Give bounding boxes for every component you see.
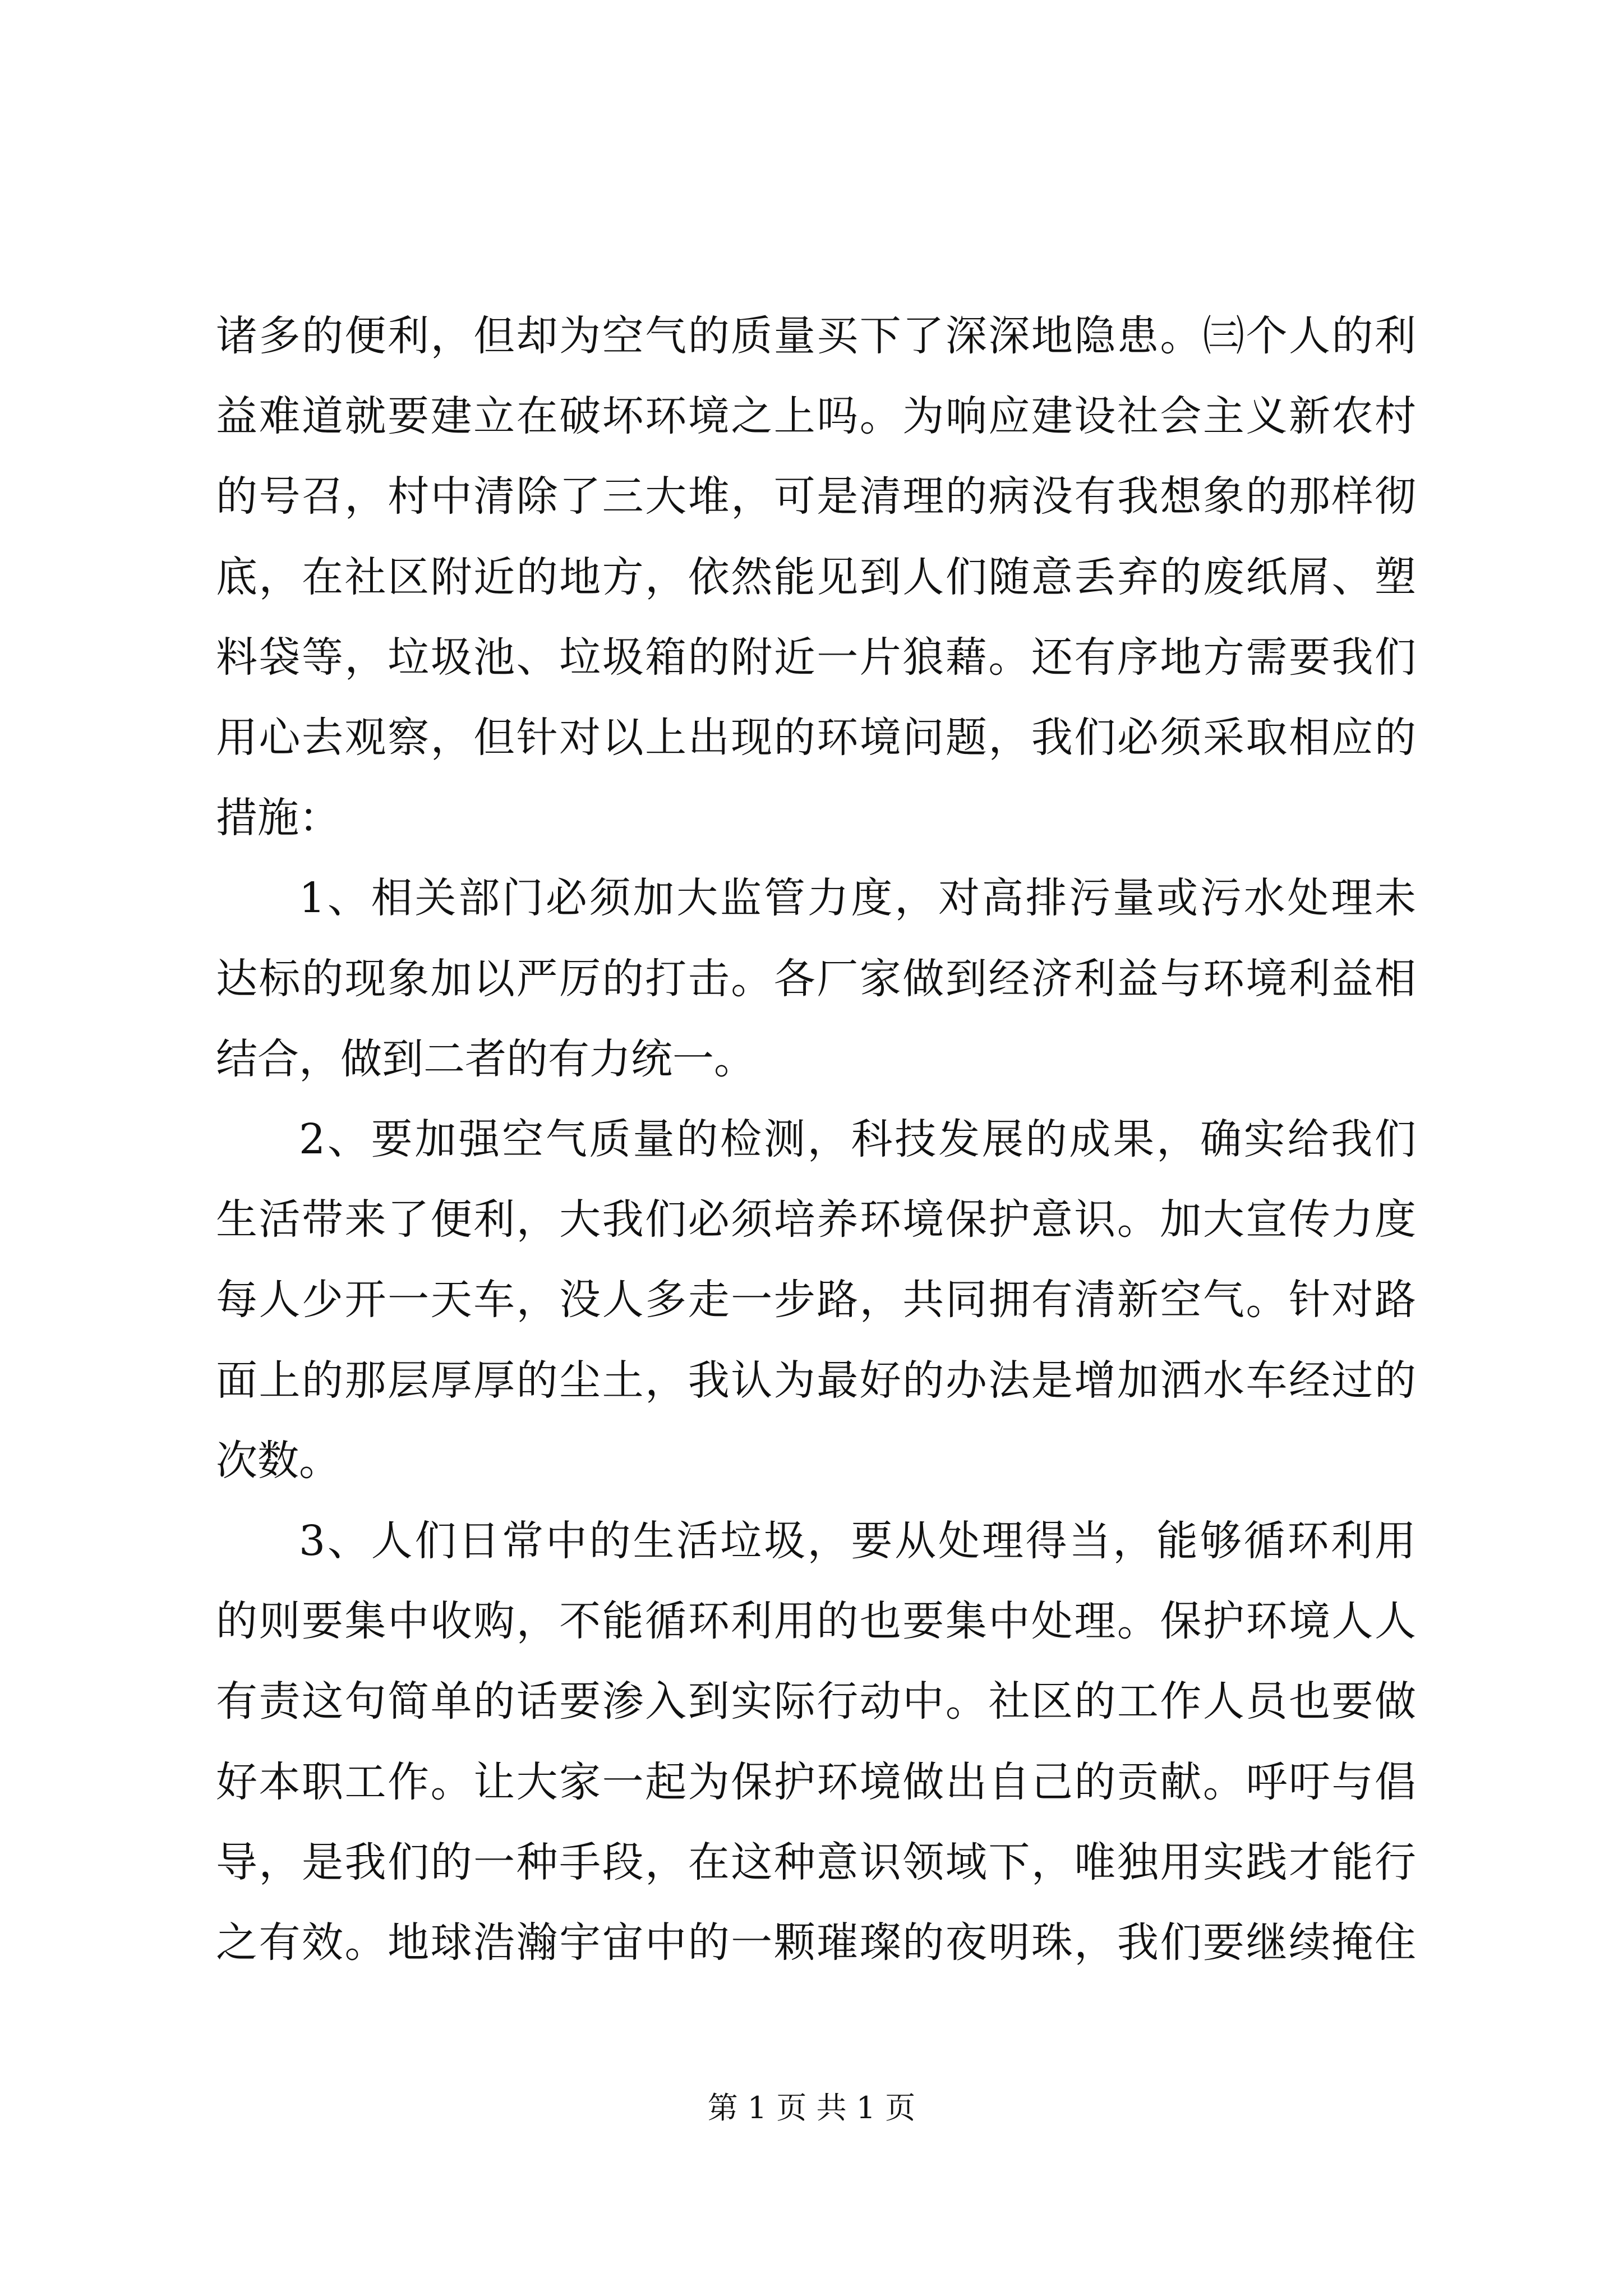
text-line: 每人少开一天车，没人多走一步路，共同拥有清新空气。针对路 (216, 1276, 1416, 1324)
text-line: 次数。 (216, 1436, 340, 1485)
text-line: 好本职工作。让大家一起为保护环境做出自己的贡献。呼吁与倡 (216, 1757, 1416, 1806)
text-line: 料袋等，垃圾池、垃圾箱的附近一片狼藉。还有序地方需要我们 (216, 633, 1416, 682)
text-line: 益难道就要建立在破坏环境之上吗。为响应建设社会主义新农村 (216, 392, 1416, 441)
text-line: 达标的现象加以严厉的打击。各厂家做到经济利益与环境利益相 (216, 954, 1416, 1003)
text-line: 用心去观察，但针对以上出现的环境问题，我们必须采取相应的 (216, 714, 1416, 762)
text-line: 导，是我们的一种手段，在这种意识领域下，唯独用实践才能行 (216, 1838, 1416, 1887)
text-line: 面上的那层厚厚的尘土，我认为最好的办法是增加洒水车经过的 (216, 1356, 1416, 1405)
text-line: 3、人们日常中的生活垃圾，要从处理得当，能够循环利用 (299, 1517, 1416, 1566)
document-body (216, 296, 1416, 1983)
text-line: 结合，做到二者的有力统一。 (216, 1034, 755, 1083)
text-line: 有责这句简单的话要渗入到实际行动中。社区的工作人员也要做 (216, 1677, 1416, 1726)
text-line: 生活带来了便利，大我们必须培养环境保护意识。加大宣传力度 (216, 1195, 1416, 1244)
text-line: 的则要集中收购，不能循环利用的也要集中处理。保护环境人人 (216, 1597, 1416, 1646)
text-line: 的号召，村中清除了三大堆，可是清理的病没有我想象的那样彻 (216, 472, 1416, 521)
text-line: 1、相关部门必须加大监管力度，对高排污量或污水处理未 (299, 874, 1416, 923)
text-line: 诸多的便利，但却为空气的质量买下了深深地隐患。㈢个人的利 (216, 312, 1416, 360)
text-line: 措施： (216, 794, 340, 843)
text-line: 之有效。地球浩瀚宇宙中的一颗璀璨的夜明珠，我们要继续掩住 (216, 1918, 1416, 1967)
page-number-footer: 第 1 页 共 1 页 (707, 2090, 916, 2125)
text-line: 2、要加强空气质量的检测，科技发展的成果，确实给我们 (299, 1115, 1416, 1164)
text-line: 底，在社区附近的地方，依然能见到人们随意丢弃的废纸屑、塑 (216, 553, 1416, 601)
